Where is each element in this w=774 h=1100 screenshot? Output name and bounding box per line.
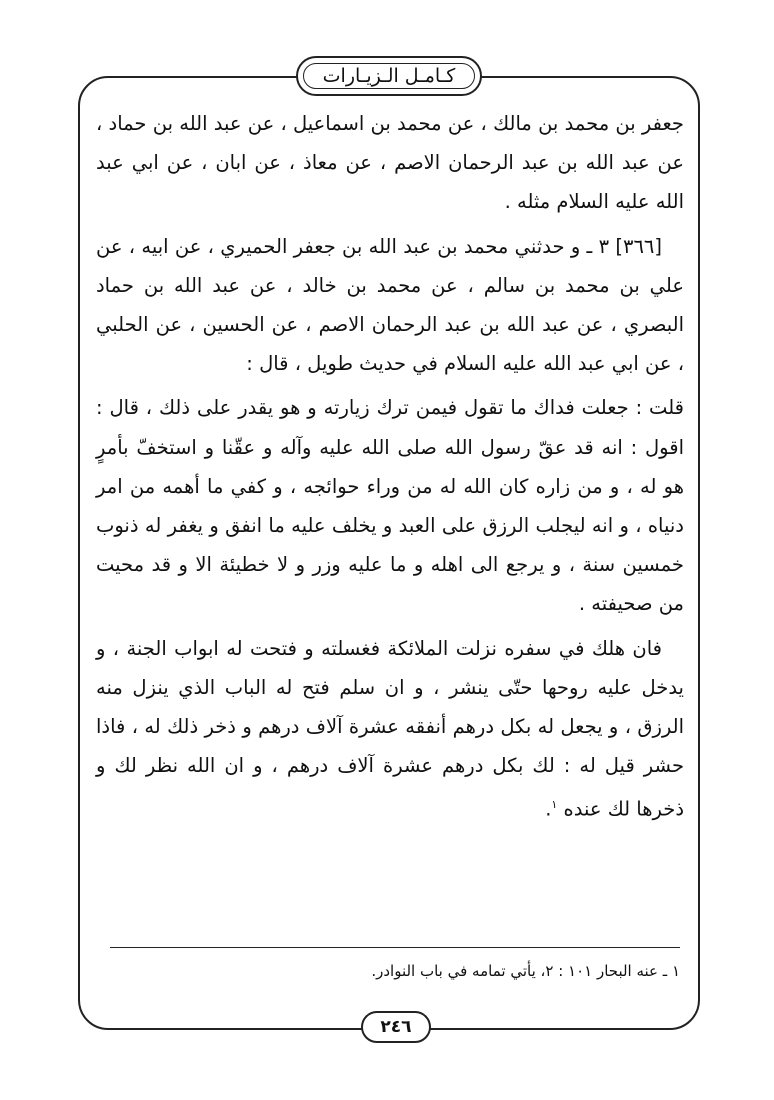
running-header xyxy=(296,56,482,96)
paragraph-4: فان هلك في سفره نزلت الملائكة فغسلته و فتحت له ابواب الجنة ، و يدخل عليه روحها حتّى ينشر ، و ان سلم فتح له الباب الذي ينزل منه الرزق ، و يجعل له بكل درهم أنفقه عشرة آلاف درهم و ذخر ذلك له ، فاذا حشر قيل له : لك بكل درهم عشرة آلاف درهم ، و ان الله نظر لك و ذخرها لك عنده $^١$. xyxy=(96,636,684,821)
footnote: ١ ـ عنه البحار ١٠١ : ٢، يأتي تمامه في باب النوادر. xyxy=(371,962,680,980)
paragraph-2: [٣٦٦] ٣ ـ و حدثني محمد بن عبد الله بن جعفر الحميري ، عن ابيه ، عن علي بن محمد بن سالم ، عن محمد بن خالد ، عن عبد الله بن حماد البصري ، عن عبد الله بن عبد الرحمان الاصم ، عن الحسين ، عن الحلبي ، عن ابي عبد الله عليه السلام في حديث طويل ، قال : xyxy=(96,234,684,376)
paragraph-4-text: فان هلك في سفره نزلت الملائكة فغسلته و فتحت له ابواب الجنة ، و يدخل عليه روحها حتّى ينشر ، و ان سلم فتح له الباب الذي ينزل منه الرزق ، و يجعل له بكل درهم أنفقه عشرة آلاف درهم و ذخر ذلك له ، فاذا حشر قيل له : لك بكل درهم عشرة آلاف درهم ، و ان الله نظر لك و ذخرها لك عنده xyxy=(96,636,684,821)
paragraph-1: جعفر بن محمد بن مالك ، عن محمد بن اسماعيل ، عن عبد الله بن حماد ، عن عبد الله بن عبد الرحمان الاصم ، عن معاذ ، عن ابان ، عن ابي عبد الله عليه السلام مثله . xyxy=(96,112,684,214)
page-number: ٢٤٦ xyxy=(361,1011,431,1043)
main-text xyxy=(96,104,684,829)
footnote-divider xyxy=(110,947,680,948)
footnote-marker[interactable]: ١ xyxy=(551,798,558,812)
paragraph-3: قلت : جعلت فداك ما تقول فيمن ترك زيارته و هو يقدر على ذلك ، قال : اقول : انه قد عقّ رسول الله صلى الله عليه وآله و عقّنا و استخفّ بأمرٍ هو له ، و من زاره كان الله له من وراء حوائجه ، و كفي ما أهمه من امر دنياه ، و انه ليجلب الرزق على العبد و يخلف عليه ما انفق و يغفر له ذنوب خمسين سنة ، و يرجع الى اهله و ما عليه وزر و لا خطيئة الا و قد محيت من صحيفته . xyxy=(96,396,684,616)
book-title: كـامـل الـزيـارات xyxy=(322,65,456,87)
